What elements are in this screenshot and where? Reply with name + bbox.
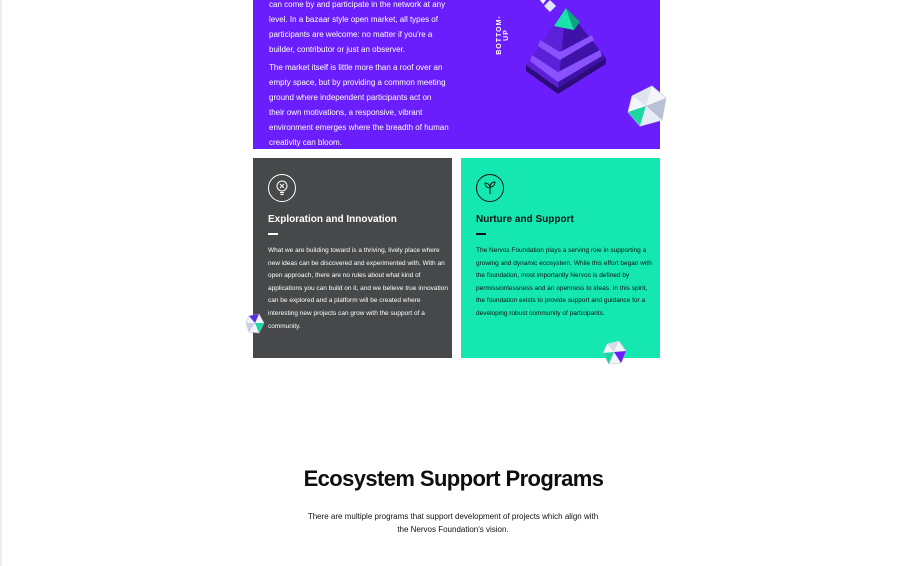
crystal-decoration [626,84,672,128]
exploration-card-title: Exploration and Innovation [268,214,397,225]
bottom-up-label [498,10,508,60]
pyramid-illustration [510,0,615,112]
nurture-card-title: Nurture and Support [476,214,574,225]
bottom-up-text: BOTTOM-UP [496,15,510,55]
section-description: There are multiple programs that support development of projects which align with the Nervos Foundation's vision. [307,512,599,534]
section-title: Ecosystem Support Programs [303,466,604,491]
crystal-decoration [602,340,628,366]
bazaar-paragraph-2: The market itself is little more than a roof over an empty space, but by providing a common meeting ground where independent participants act on their own motivations, a responsive, vibrant environment emerges where the breadth of human creativity can bloom. [269,63,449,147]
lightbulb-icon [268,174,296,202]
title-underline [476,233,486,235]
crystal-decoration [245,313,265,335]
nurture-card [461,158,660,358]
sprout-icon [476,174,504,202]
nurture-card-body: The Nervos Foundation plays a serving role in supporting a growing and dynamic ecosystem. While this effort began with the foundation, most importantly Nervos is defined by permissionlessness and an openness to ideas. In this spirit, the foundation exists to provide support and guidance for a developing robust community of participants. [476,247,652,317]
title-underline [268,233,278,235]
exploration-card [253,158,452,358]
bazaar-paragraph-1: can come by and participate in the network at any level. In a bazaar style open market, all types of participants are welcome: no matter if you're a builder, contributor or just an observer. [269,0,446,54]
exploration-card-body: What we are building toward is a thriving, lively place where new ideas can be discovered and experimented with. With an open approach, there are no rules about what kind of applications you can build on it, and we believe true innovation can be explored and a platform will be created where interesting new projects can grow with the support of a community. [268,247,448,330]
